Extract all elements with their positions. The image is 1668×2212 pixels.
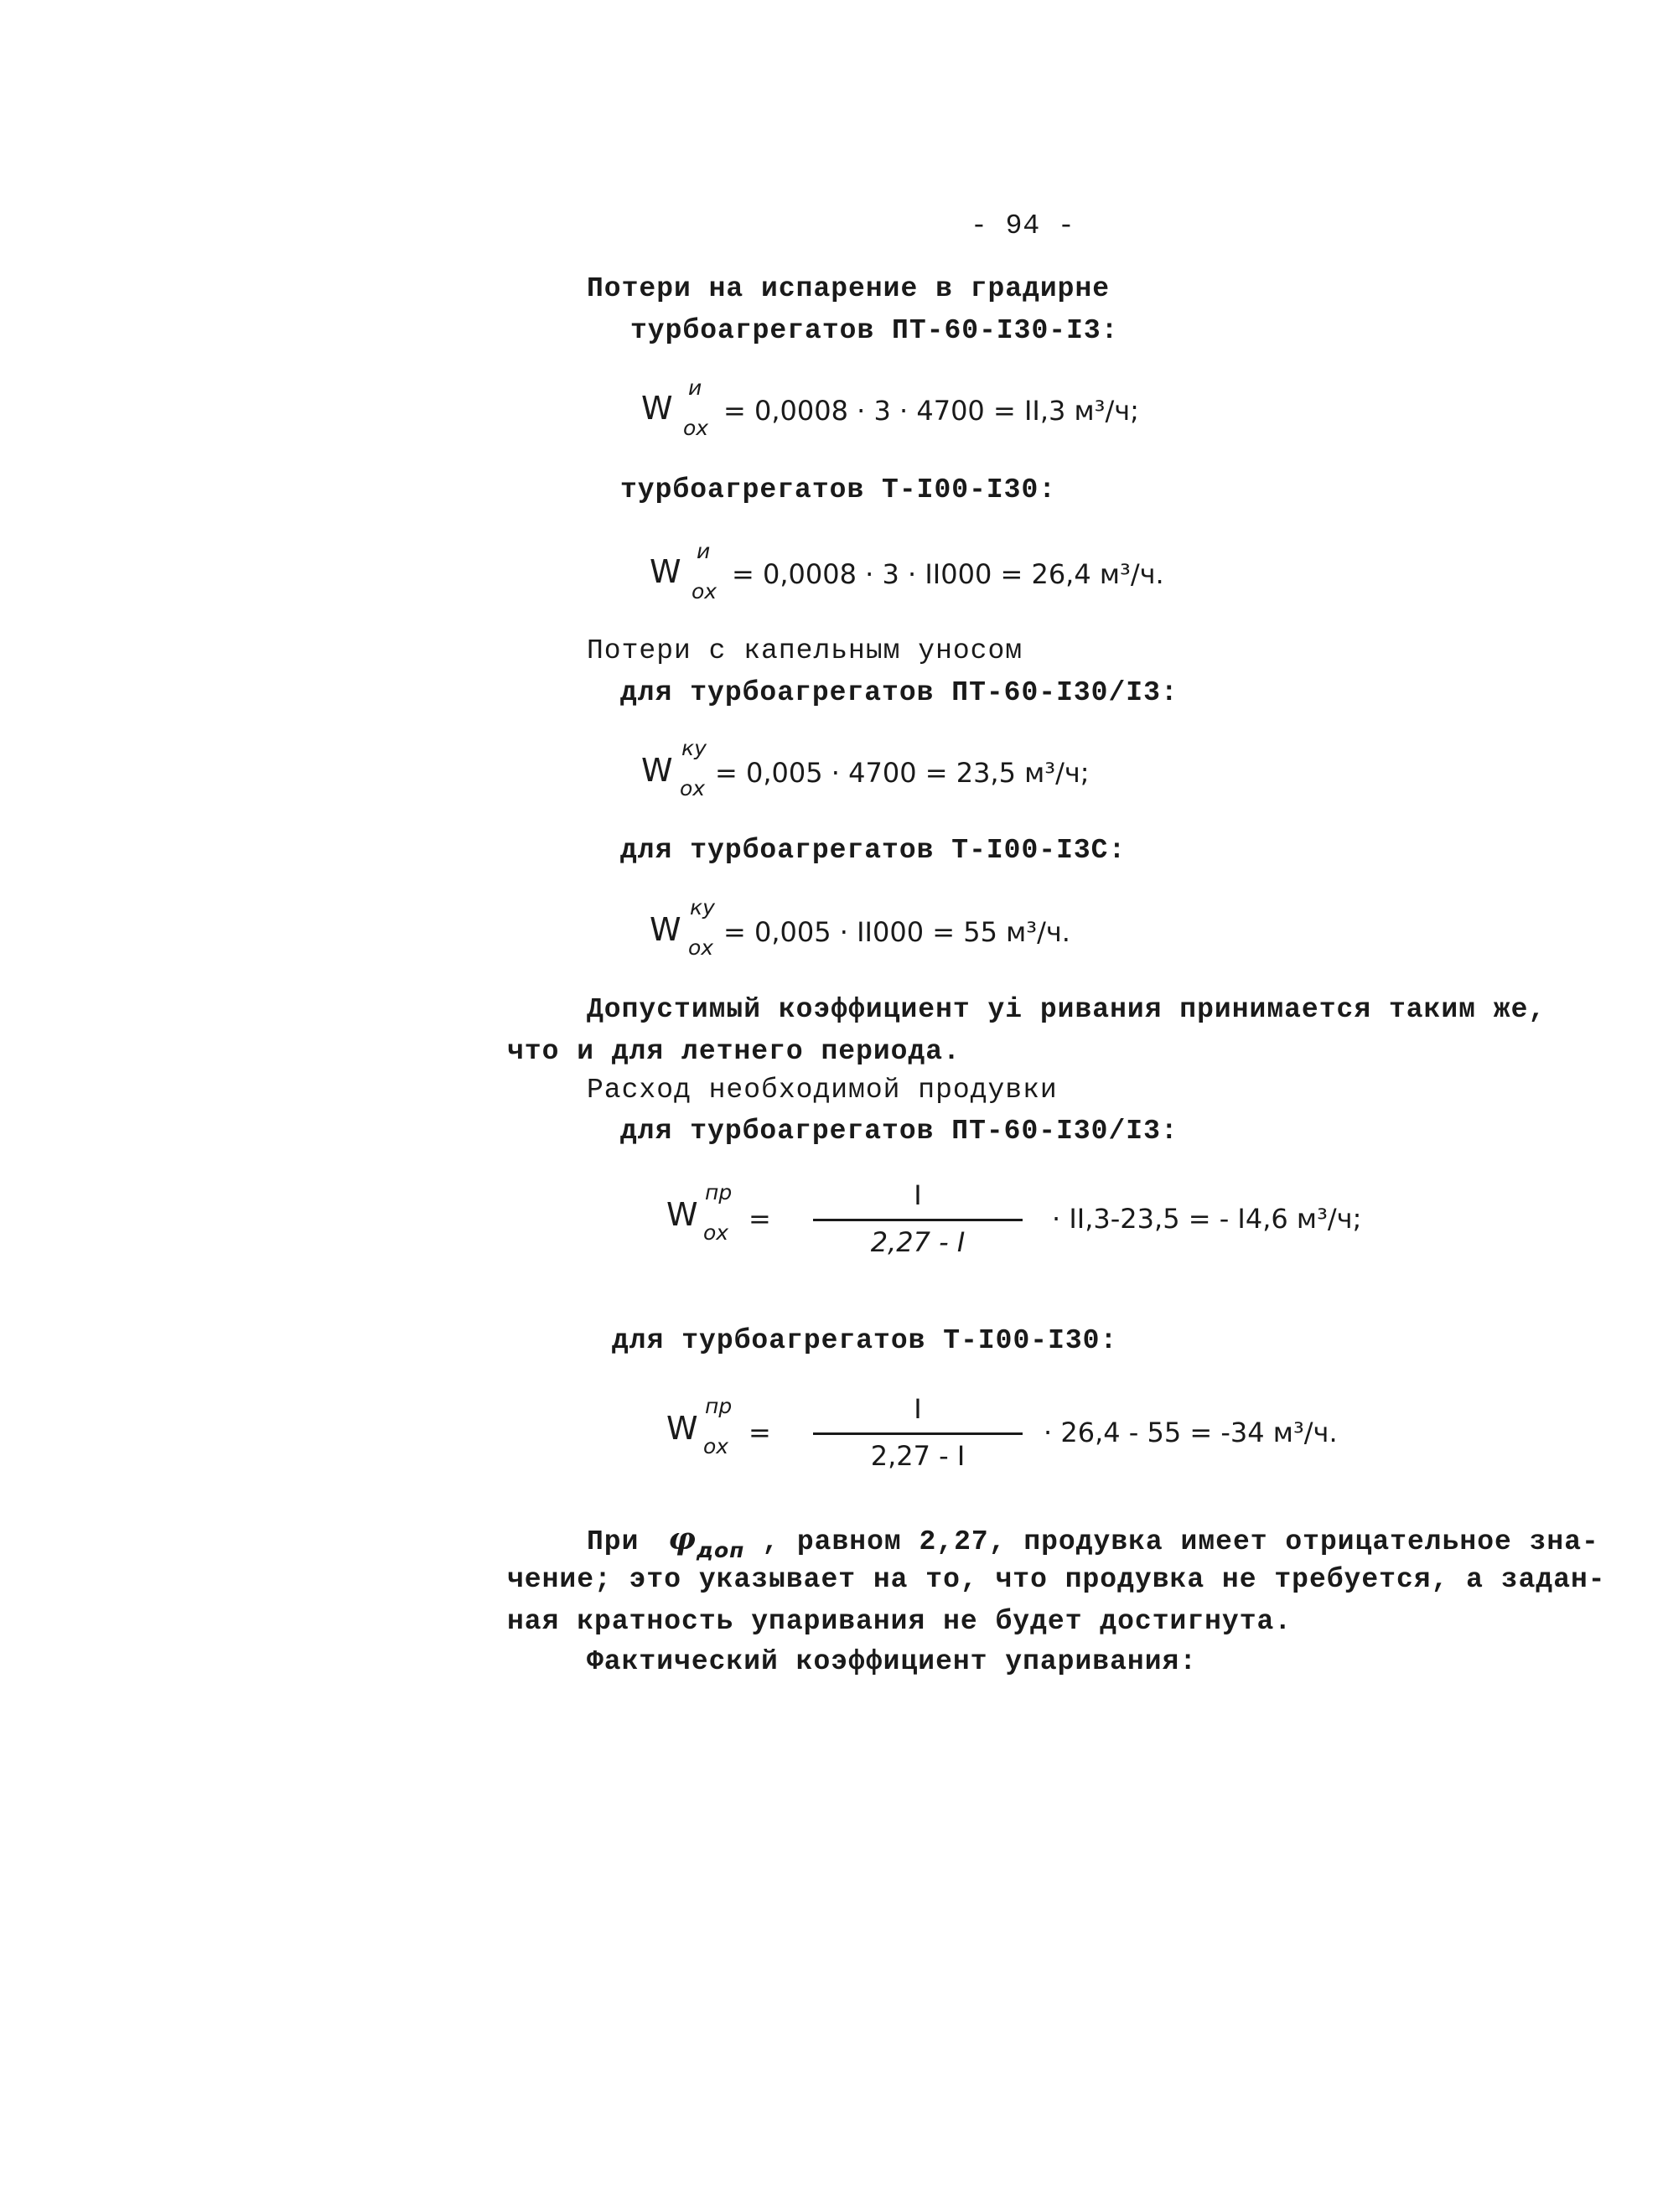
formula-superscript: и: [697, 539, 711, 563]
fraction-denominator: 2,27 - I: [870, 1226, 966, 1258]
formula-superscript: ку: [681, 736, 707, 760]
formula-evaporation-t100: [650, 541, 1253, 616]
conclusion-line3: ная кратность упаривания не будет достигнута.: [507, 1606, 1292, 1637]
fraction-bar: [813, 1219, 1023, 1221]
fraction-numerator: I: [914, 1393, 922, 1425]
formula-superscript: пр: [705, 1180, 733, 1204]
permissible-ratio-line2: что и для летнего периода.: [507, 1036, 961, 1067]
formula-subscript: ох: [688, 935, 714, 960]
formula-symbol-w: W: [650, 911, 681, 948]
evaporation-subheading-t100: турбоагрегатов Т-I00-I30:: [620, 474, 1057, 505]
formula-expression: = 0,0008 · 3 · II000 = 26,4 м³/ч.: [732, 558, 1164, 590]
formula-superscript: и: [688, 376, 702, 400]
blowdown-subheading-pt60: для турбоагрегатов ПТ-60-I30/I3:: [620, 1116, 1178, 1147]
formula-equals: =: [749, 1203, 771, 1235]
formula-expression: = 0,0008 · 3 · 4700 = II,3 м³/ч;: [723, 395, 1139, 427]
formula-subscript: ох: [692, 579, 717, 604]
formula-expression: · II,3-23,5 = - I4,6 м³/ч;: [1052, 1203, 1362, 1235]
formula-subscript: ох: [703, 1220, 729, 1245]
conclusion-prefix: При: [587, 1526, 640, 1557]
formula-symbol-w: W: [650, 553, 681, 590]
blowdown-heading: Расход необходимой продувки: [587, 1075, 1058, 1106]
fraction-numerator: I: [914, 1179, 922, 1211]
formula-expression: = 0,005 · II000 = 55 м³/ч.: [723, 916, 1070, 948]
conclusion-line1-rest: , равном 2,27, продувка имеет отрицательное зна-: [762, 1526, 1599, 1557]
formula-blowdown-t100: [666, 1387, 1479, 1479]
drift-subheading-pt60: для турбоагрегатов ПТ-60-I30/I3:: [620, 677, 1178, 708]
phi-subscript: доп: [696, 1538, 745, 1562]
formula-superscript: пр: [705, 1394, 733, 1418]
formula-equals: =: [749, 1417, 771, 1448]
formula-drift-t100: [650, 897, 1253, 972]
conclusion-line1: [587, 1521, 1599, 1562]
fraction-bar: [813, 1432, 1023, 1435]
formula-subscript: ох: [680, 776, 706, 800]
formula-subscript: ох: [703, 1434, 729, 1458]
drift-subheading-t100: для турбоагрегатов Т-I00-I3С:: [620, 835, 1127, 866]
formula-drift-pt60: [641, 738, 1245, 813]
formula-blowdown-pt60: [666, 1173, 1479, 1266]
formula-symbol-w: W: [641, 390, 673, 427]
blowdown-subheading-t100: для турбоагрегатов Т-I00-I30:: [612, 1325, 1118, 1356]
permissible-ratio-line1: Допустимый коэффициент уі ривания принимается таким же,: [587, 994, 1546, 1025]
conclusion-line4: Фактический коэффициент упаривания:: [587, 1646, 1198, 1677]
drift-heading: Потери с капельным уносом: [587, 635, 1023, 666]
fraction-denominator: 2,27 - I: [870, 1440, 966, 1472]
formula-symbol-w: W: [666, 1196, 698, 1233]
phi-symbol: φ: [668, 1521, 697, 1557]
formula-evaporation-pt60: [641, 377, 1245, 453]
formula-symbol-w: W: [641, 752, 673, 789]
evaporation-subheading-pt60: турбоагрегатов ПТ-60-I30-I3:: [630, 315, 1119, 346]
evaporation-heading: Потери на испарение в градирне: [587, 273, 1111, 304]
formula-expression: · 26,4 - 55 = -34 м³/ч.: [1044, 1417, 1338, 1448]
conclusion-line2: чение; это указывает на то, что продувка не требуется, а задан-: [507, 1564, 1606, 1595]
formula-superscript: ку: [690, 895, 715, 920]
formula-subscript: ох: [683, 416, 709, 440]
formula-symbol-w: W: [666, 1410, 698, 1447]
page-number: - 94 -: [971, 210, 1075, 241]
formula-expression: = 0,005 · 4700 = 23,5 м³/ч;: [715, 757, 1090, 789]
